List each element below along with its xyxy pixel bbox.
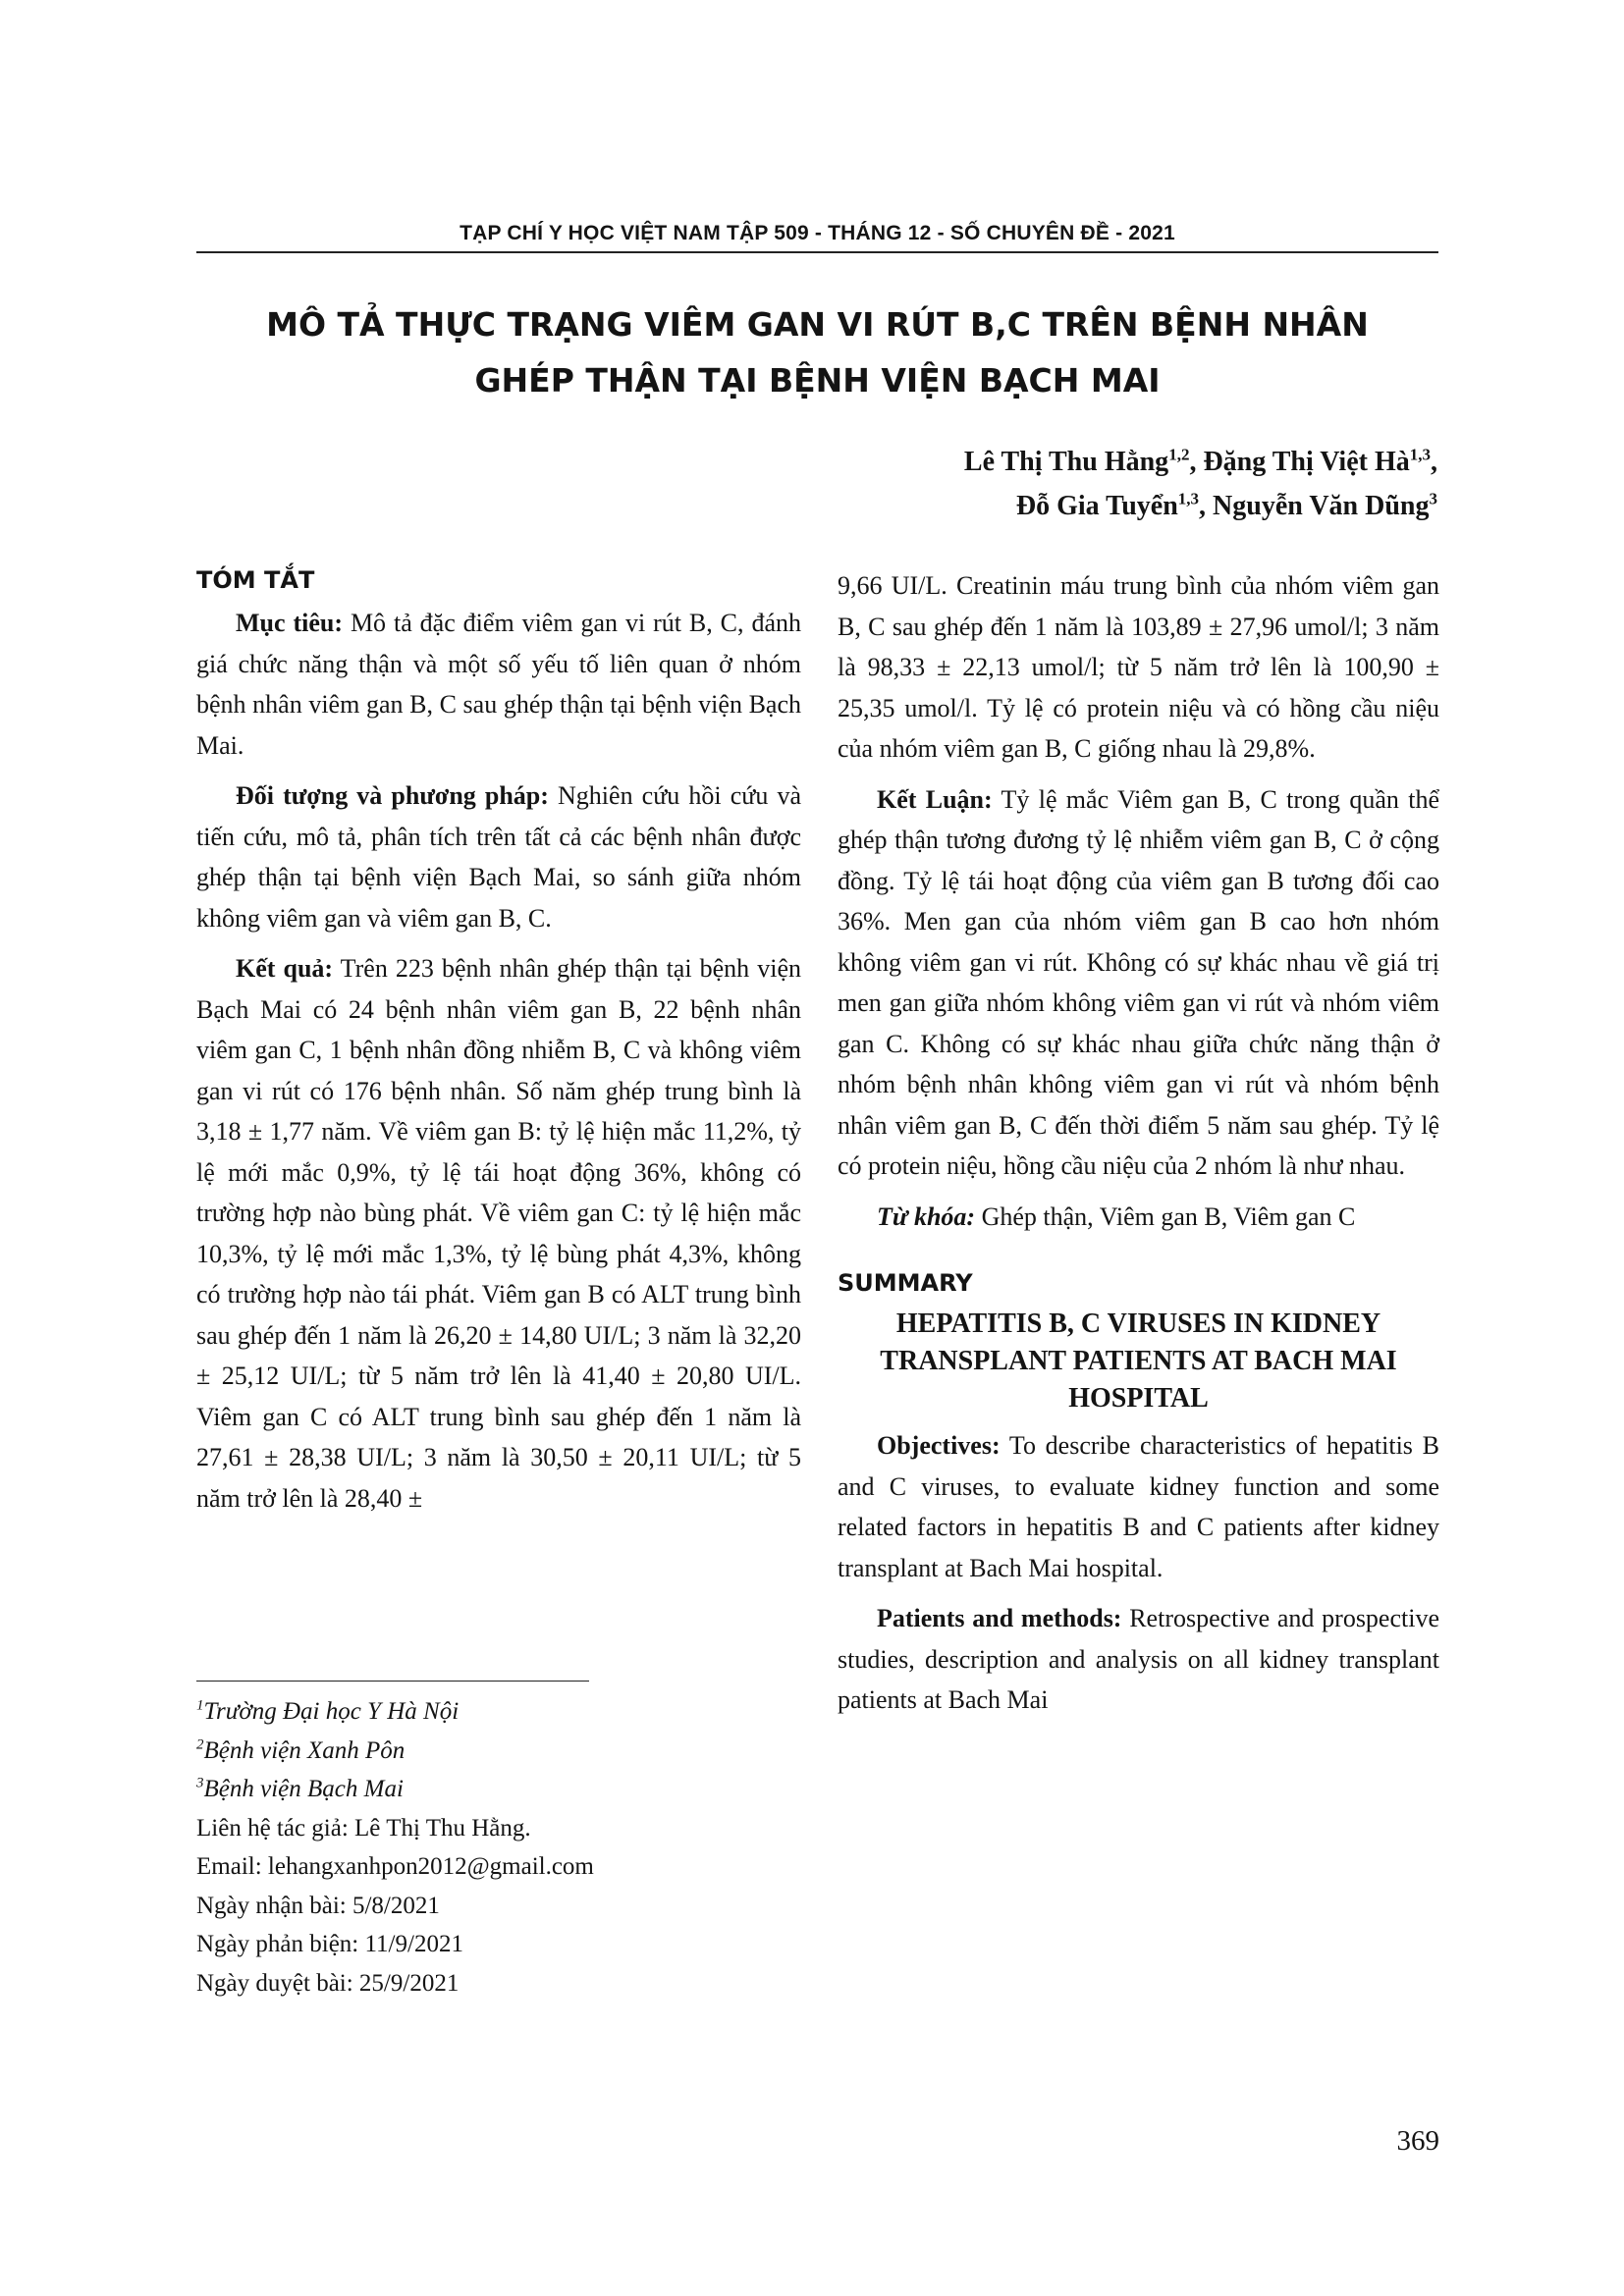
patients-methods-text: Retrospective and prospective studies, description and analysis on all kidney transplant patients at Bach Mai (838, 1604, 1440, 1714)
summary-objectives (838, 1425, 1439, 1588)
affiliation-mark: 2 (196, 1736, 204, 1753)
affiliation-text: Bệnh viện Bạch Mai (203, 1776, 404, 1802)
affiliation-mark: 1 (196, 1697, 204, 1714)
affiliation-1 (196, 1692, 801, 1732)
patients-methods-label: Patients and methods: (877, 1604, 1122, 1632)
title-line-2: GHÉP THẬN TẠI BỆNH VIỆN BẠCH MAI (474, 361, 1161, 400)
abstract-heading: TÓM TẮT (196, 566, 315, 594)
author-name: Lê Thị Thu Hằng (963, 447, 1169, 477)
author-name: , Đặng Thị Việt Hà (1189, 447, 1410, 477)
author-line-1 (750, 440, 1437, 484)
results-label: Kết quả: (236, 954, 334, 983)
page-number: 369 (1396, 2125, 1439, 2157)
running-header: TẠP CHÍ Y HỌC VIỆT NAM TẬP 509 - THÁNG 12 - SỐ CHUYÊN ĐỀ - 2021 (460, 222, 1175, 244)
author-name: Đỗ Gia Tuyển (1015, 491, 1178, 521)
date-received: Ngày nhận bài: 5/8/2021 (196, 1892, 440, 1919)
article-title (196, 296, 1438, 408)
english-title: HEPATITIS B, C VIRUSES IN KIDNEY TRANSPLANT PATIENTS AT BACH MAI HOSPITAL (880, 1308, 1397, 1414)
abstract-results-continued: 9,66 UI/L. Creatinin máu trung bình của nhóm viêm gan B, C sau ghép đến 1 năm là 103,89 ± 27,96 umol/l; 3 năm là 98,33 ± 22,13 umol/l; từ 5 năm trở lên là 100,90 ± 25,35 umol/l. Tỷ lệ có protein niệu và có hồng cầu niệu của nhóm viêm gan B, C giống nhau là 29,8%. (838, 571, 1439, 763)
author-list (750, 440, 1437, 528)
keywords-text: Ghép thận, Viêm gan B, Viêm gan C (975, 1201, 1356, 1231)
methods-label: Đối tượng và phương pháp: (236, 781, 549, 810)
methods-text: Nghiên cứu hồi cứu và tiến cứu, mô tả, phân tích trên tất cả các bệnh nhân được ghép thận tại bệnh viện Bạch Mai, so sánh giữa nhóm không viêm gan và viêm gan B, C. (196, 781, 801, 933)
keywords-label: Từ khóa: (877, 1201, 976, 1231)
footnotes (196, 1692, 801, 2002)
author-separator: , (1431, 447, 1437, 477)
conclusion-label: Kết Luận: (877, 784, 993, 814)
objectives-label: Objectives: (877, 1431, 1001, 1460)
header-divider (196, 251, 1438, 253)
conclusion-text: Tỷ lệ mắc Viêm gan B, C trong quần thể ghép thận tương đương tỷ lệ nhiễm viêm gan B, C ở cộng đồng. Tỷ lệ tái hoạt động của viêm gan B tương đối cao 36%. Men gan của nhóm viêm gan B cao hơn nhóm không viêm gan vi rút. Không có sự khác nhau về giá trị men gan giữa nhóm không viêm gan vi rút và nhóm viêm gan C. Không có sự khác nhau giữa chức năng thận ở nhóm bệnh nhân không viêm gan vi rút và nhóm bệnh nhân viêm gan B, C đến thời điểm 5 năm sau ghép. Tỷ lệ có protein niệu, hồng cầu niệu của 2 nhóm là như nhau. (838, 784, 1440, 1180)
contact-author: Liên hệ tác giả: Lê Thị Thu Hằng. (196, 1814, 531, 1842)
footnote-divider (196, 1681, 589, 1682)
abstract-conclusion (838, 779, 1439, 1187)
objective-text: Mô tả đặc điểm viêm gan vi rút B, C, đánh giá chức năng thận và một số yếu tố liên quan ở nhóm bệnh nhân viêm gan B, C sau ghép thận tại bệnh viện Bạch Mai. (196, 609, 801, 760)
abstract-methods (196, 775, 801, 938)
abstract-results (196, 948, 801, 1519)
affiliation-text: Bệnh viện Xanh Pôn (203, 1736, 406, 1764)
summary-heading: SUMMARY (838, 1269, 973, 1297)
author-line-2 (750, 484, 1437, 528)
abstract-keywords (838, 1197, 1439, 1238)
summary-methods (838, 1598, 1439, 1721)
abstract-objective (196, 603, 801, 766)
author-affiliation-mark: 1,3 (1409, 445, 1431, 464)
author-affiliation-mark: 1,2 (1168, 445, 1190, 464)
affiliation-text: Trường Đại học Y Hà Nội (203, 1698, 460, 1725)
contact-email: Email: lehangxanhpon2012@gmail.com (196, 1853, 594, 1880)
objective-label: Mục tiêu: (236, 609, 344, 637)
author-affiliation-mark: 3 (1429, 489, 1437, 508)
affiliation-mark: 3 (196, 1775, 204, 1791)
author-affiliation-mark: 1,3 (1177, 489, 1200, 508)
right-column (838, 565, 1439, 1731)
results-text: Trên 223 bệnh nhân ghép thận tại bệnh viện Bạch Mai có 24 bệnh nhân viêm gan B, 22 bệnh nhân viêm gan C, 1 bệnh nhân đồng nhiễm B, C và không viêm gan vi rút có 176 bệnh nhân. Số năm ghép trung bình là 3,18 ± 1,77 năm. Về viêm gan B: tỷ lệ hiện mắc 11,2%, tỷ lệ mới mắc 0,9%, tỷ lệ tái hoạt động 36%, không có trường hợp nào bùng phát. Về viêm gan C: tỷ lệ hiện mắc 10,3%, tỷ lệ mới mắc 1,3%, tỷ lệ bùng phát 4,3%, không có trường hợp nào tái phát. Viêm gan B có ALT trung bình sau ghép đến 1 năm là 26,20 ± 14,80 UI/L; 3 năm là 32,20 ± 25,12 UI/L; từ 5 năm trở lên là 41,40 ± 20,80 UI/L. Viêm gan C có ALT trung bình sau ghép đến 1 năm là 27,61 ± 28,38 UI/L; 3 năm là 30,50 ± 20,11 UI/L; từ 5 năm trở lên là 28,40 ± (196, 954, 801, 1513)
left-column (196, 561, 801, 1528)
author-name: , Nguyễn Văn Dũng (1199, 491, 1430, 521)
date-accepted: Ngày duyệt bài: 25/9/2021 (196, 1969, 460, 1997)
affiliation-2 (196, 1732, 801, 1771)
affiliation-3 (196, 1770, 801, 1809)
date-reviewed: Ngày phản biện: 11/9/2021 (196, 1931, 463, 1957)
title-line-1: MÔ TẢ THỰC TRẠNG VIÊM GAN VI RÚT B,C TRÊN BỆNH NHÂN (266, 305, 1369, 344)
objectives-text: To describe characteristics of hepatitis B and C viruses, to evaluate kidney function and some related factors in hepatitis B and C patients after kidney transplant at Bach Mai hospital. (838, 1431, 1439, 1582)
